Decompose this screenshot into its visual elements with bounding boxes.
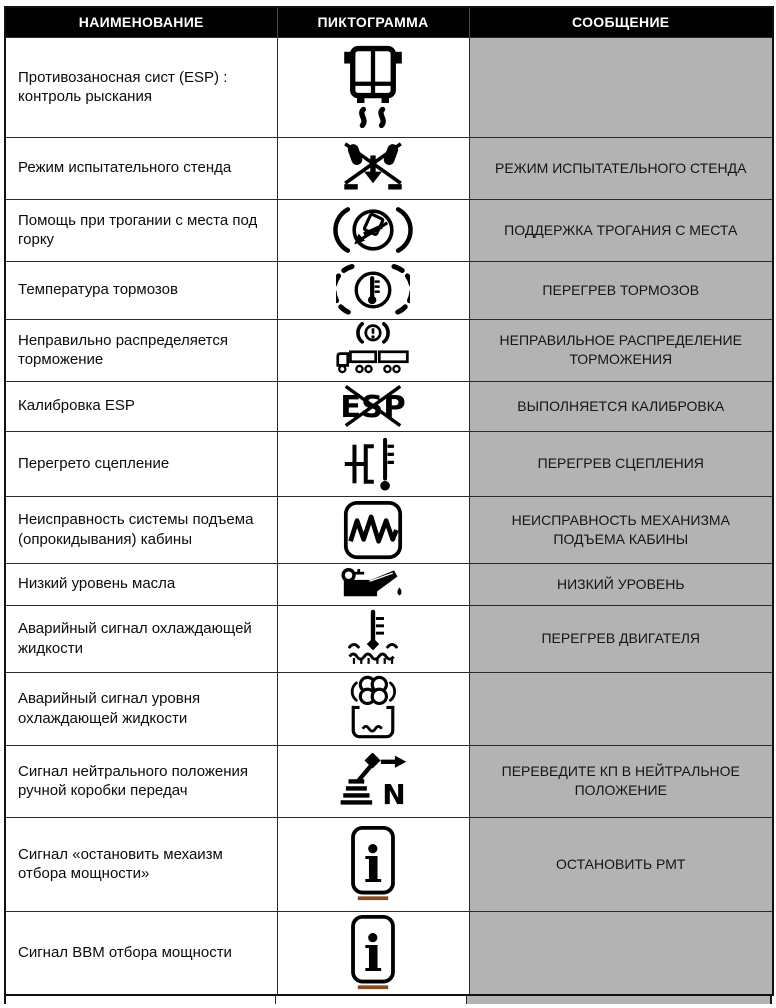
esp-crossed-icon [333, 383, 413, 429]
warning-indicators-table [4, 6, 774, 996]
test-bench-icon [331, 142, 415, 194]
coolant-temperature-icon [341, 609, 405, 669]
clutch-temperature-icon [340, 435, 406, 493]
indicator-name: Температура тормозов [5, 261, 277, 319]
table-row [5, 745, 773, 817]
brake-temperature-icon [336, 264, 410, 316]
truck-skid-icon [341, 45, 405, 129]
column-header-name: НАИМЕНОВАНИЕ [5, 7, 277, 37]
indicator-name: Неисправность системы подъема (опрокидывания) кабины [5, 496, 277, 563]
indicator-message: ПЕРЕГРЕВ СЦЕПЛЕНИЯ [469, 431, 773, 496]
manual-page [4, 6, 772, 1004]
table-row [5, 672, 773, 745]
pictogram-cell [277, 37, 469, 137]
column-header-pictogram: ПИКТОГРАММА [277, 7, 469, 37]
cab-tilt-fault-icon [342, 500, 404, 560]
indicator-name: Неправильно распределяется торможение [5, 319, 277, 381]
indicator-name: Сигнал ВВМ отбора мощности [5, 911, 277, 995]
pictogram-cell [277, 745, 469, 817]
pictogram-cell [277, 496, 469, 563]
indicator-name: Аварийный сигнал уровня охлаждающей жидкости [5, 672, 277, 745]
table-row [5, 199, 773, 261]
pictogram-cell [277, 199, 469, 261]
indicator-message: НИЗКИЙ УРОВЕНЬ [469, 563, 773, 605]
indicator-name: Сигнал нейтрального положения ручной коробки передач [5, 745, 277, 817]
indicator-name: Перегрето сцепление [5, 431, 277, 496]
cutoff-pictogram-cell [276, 996, 467, 1004]
table-row [5, 563, 773, 605]
indicator-name: Помощь при трогании с места под горку [5, 199, 277, 261]
pictogram-cell [277, 605, 469, 672]
indicator-name: Сигнал «остановить мехаизм отбора мощности» [5, 817, 277, 911]
indicator-message: ПЕРЕГРЕВ ТОРМОЗОВ [469, 261, 773, 319]
brake-distribution-icon [330, 322, 416, 378]
indicator-message: ПЕРЕГРЕВ ДВИГАТЕЛЯ [469, 605, 773, 672]
table-header-row [5, 7, 773, 37]
pictogram-cell [277, 381, 469, 431]
table-row [5, 261, 773, 319]
indicator-message: ОСТАНОВИТЬ РМТ [469, 817, 773, 911]
hill-start-icon [331, 204, 415, 256]
indicator-name: Режим испытательного стенда [5, 137, 277, 199]
cutoff-name-cell [6, 996, 276, 1004]
indicator-message: РЕЖИМ ИСПЫТАТЕЛЬНОГО СТЕНДА [469, 137, 773, 199]
indicator-message: ВЫПОЛНЯЕТСЯ КАЛИБРОВКА [469, 381, 773, 431]
table-row [5, 496, 773, 563]
pictogram-cell [277, 431, 469, 496]
info-icon [349, 825, 397, 903]
coolant-level-icon [344, 675, 402, 743]
next-row-cutoff [4, 996, 772, 1004]
table-row [5, 605, 773, 672]
table-row [5, 431, 773, 496]
pictogram-cell [277, 817, 469, 911]
table-row [5, 37, 773, 137]
indicator-message: ПЕРЕВЕДИТЕ КП В НЕЙТРАЛЬНОЕ ПОЛОЖЕНИЕ [469, 745, 773, 817]
indicator-name: Аварийный сигнал охлаждающей жидкости [5, 605, 277, 672]
table-row [5, 137, 773, 199]
pictogram-cell [277, 137, 469, 199]
indicator-message [469, 911, 773, 995]
table-row [5, 911, 773, 995]
oil-can-icon [328, 565, 418, 603]
pictogram-cell [277, 672, 469, 745]
indicator-message: НЕИСПРАВНОСТЬ МЕХАНИЗМА ПОДЪЕМА КАБИНЫ [469, 496, 773, 563]
gearbox-neutral-icon [334, 753, 412, 809]
indicator-name: Калибровка ESP [5, 381, 277, 431]
cutoff-message-cell [467, 996, 770, 1004]
indicator-message [469, 37, 773, 137]
pictogram-cell [277, 261, 469, 319]
info-icon [349, 914, 397, 992]
table-row [5, 319, 773, 381]
column-header-message: СООБЩЕНИЕ [469, 7, 773, 37]
table-row [5, 817, 773, 911]
indicator-name: Низкий уровень масла [5, 563, 277, 605]
table-row [5, 381, 773, 431]
indicator-message: НЕПРАВИЛЬНОЕ РАСПРЕДЕЛЕНИЕ ТОРМОЖЕНИЯ [469, 319, 773, 381]
pictogram-cell [277, 319, 469, 381]
pictogram-cell [277, 563, 469, 605]
indicator-name: Противозаносная сист (ESP) : контроль рыскания [5, 37, 277, 137]
indicator-message: ПОДДЕРЖКА ТРОГАНИЯ С МЕСТА [469, 199, 773, 261]
indicator-message [469, 672, 773, 745]
pictogram-cell [277, 911, 469, 995]
